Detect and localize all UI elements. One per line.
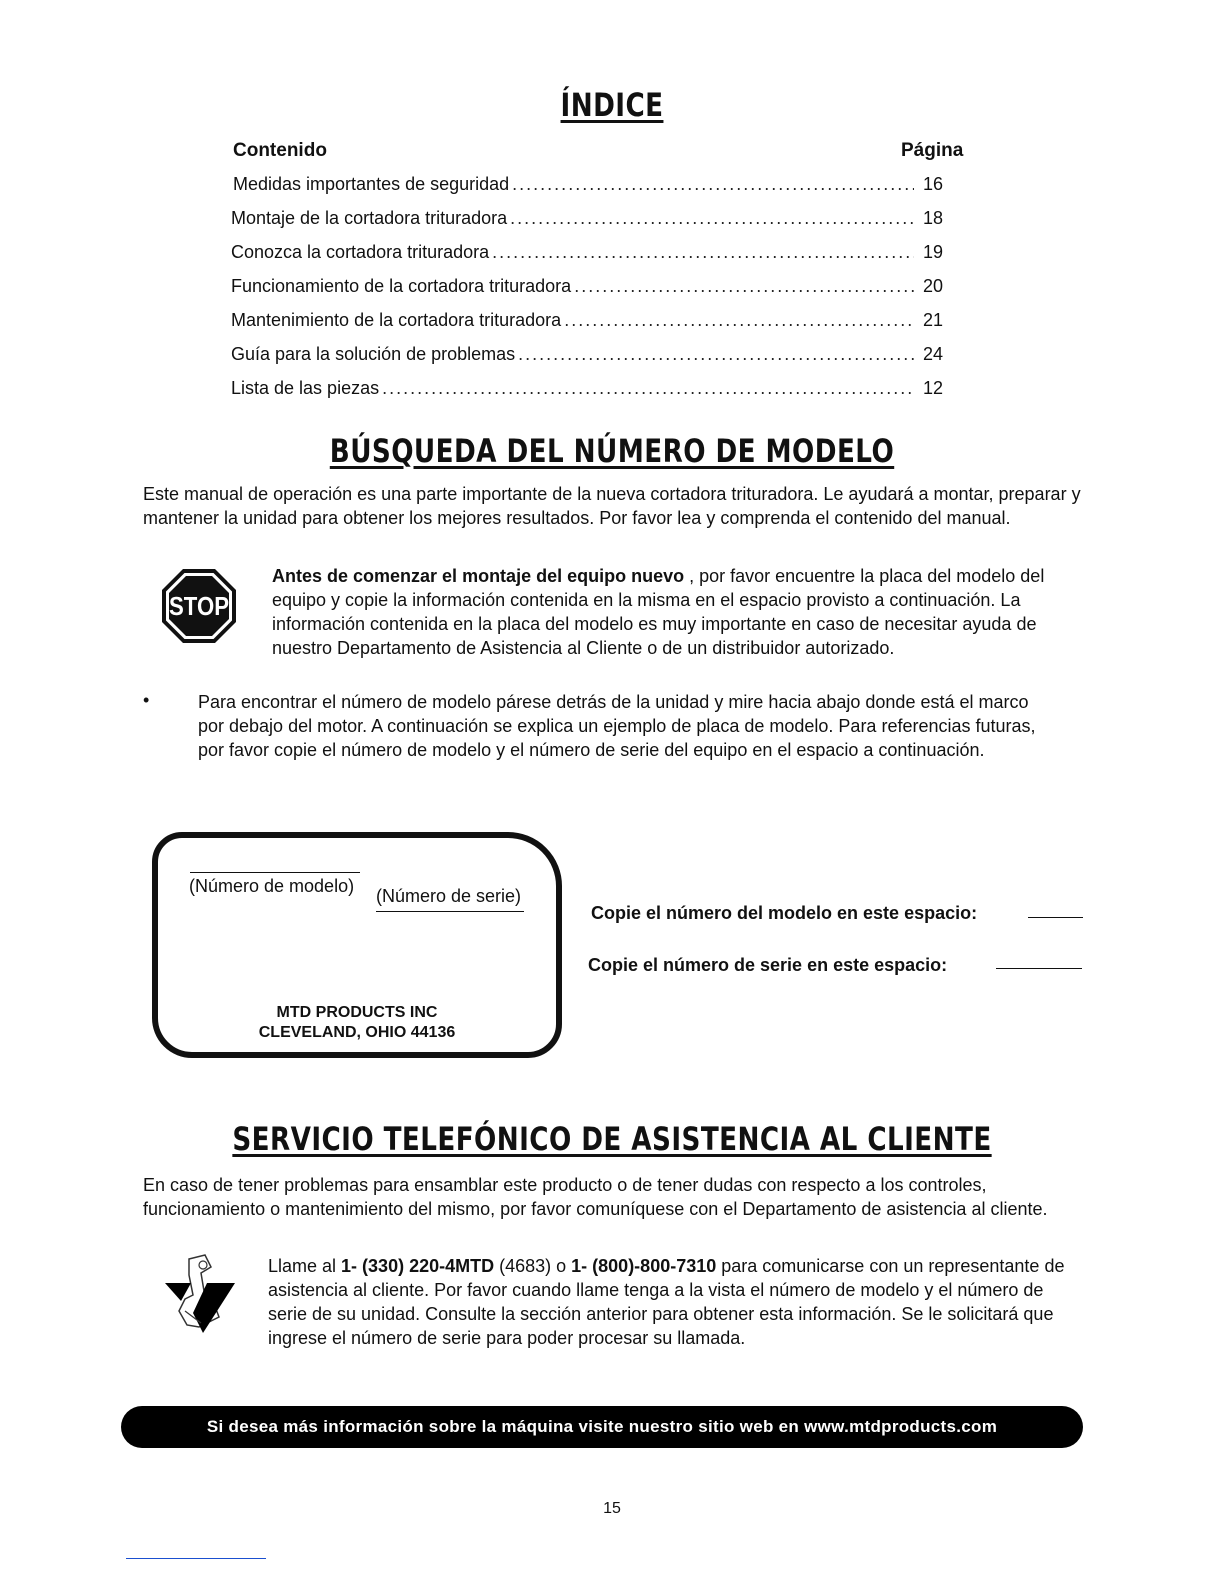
plate-company-info	[152, 1003, 562, 1043]
phone-number-2: 1- (800)-800-7310	[571, 1256, 717, 1276]
toc-leader-dots	[564, 310, 914, 331]
toc-page-header: Página	[901, 140, 964, 161]
toc-label: Mantenimiento de la cortadora trituradora	[231, 310, 562, 330]
toc-row	[231, 276, 943, 300]
toc-row	[231, 310, 943, 334]
plate-model-label: (Número de modelo)	[189, 876, 355, 896]
phone-handset-icon	[165, 1253, 237, 1337]
footer-rule	[126, 1558, 266, 1559]
toc-leader-dots	[510, 208, 914, 229]
stop-sign-icon	[161, 568, 237, 644]
plate-city: CLEVELAND, OHIO 44136	[258, 1024, 456, 1041]
toc-row	[231, 378, 943, 402]
serial-number-line	[376, 911, 524, 912]
index-title: ÍNDICE	[560, 86, 664, 124]
toc-label: Montaje de la cortadora trituradora	[231, 208, 508, 228]
plate-serial-label: (Número de serie)	[376, 886, 522, 906]
service-intro-text: En caso de tener problemas para ensamblar este producto o de tener dudas con respecto a los controles, funcionamiento o mantenimiento del mismo, por favor comuníquese con el Departamento de asistencia al cliente.	[143, 1175, 1048, 1219]
toc-leader-dots	[512, 174, 914, 195]
toc-leader-dots	[382, 378, 914, 399]
notice-bold: Antes de comenzar el montaje del equipo nuevo	[272, 566, 685, 586]
toc-row	[231, 242, 943, 266]
toc-row	[231, 344, 943, 368]
toc-page-number: 24	[922, 344, 943, 364]
toc-page-number: 12	[922, 378, 943, 398]
stop-sign-label: STOP	[169, 591, 229, 621]
toc-row	[233, 174, 943, 198]
toc-page-number: 16	[922, 174, 943, 194]
copy-model-label: Copie el número del modelo en este espacio:	[591, 903, 978, 923]
website-banner	[121, 1406, 1083, 1448]
model-intro-text: Este manual de operación es una parte importante de la nueva cortadora trituradora. Le ayudará a montar, preparar y mantener la unidad para obtener los mejores resultados. Por favor lea y comprenda el contenido del manual.	[143, 484, 1081, 528]
website-banner-text: Si desea más información sobre la máquina visite nuestro sitio web en www.mtdproducts.com	[206, 1417, 998, 1436]
page-number: 15	[603, 1500, 621, 1517]
toc-label: Conozca la cortadora trituradora	[231, 242, 490, 262]
model-number-line	[190, 872, 360, 873]
toc-page-number: 18	[922, 208, 943, 228]
toc-label: Funcionamiento de la cortadora trituradora	[231, 276, 572, 296]
plate-company: MTD PRODUCTS INC	[276, 1004, 438, 1021]
toc-label: Guía para la solución de problemas	[231, 344, 516, 364]
copy-serial-line	[996, 968, 1082, 969]
toc-page-number: 19	[922, 242, 943, 262]
bullet-marker: •	[143, 690, 150, 710]
copy-serial-label: Copie el número de serie en este espacio:	[588, 955, 948, 975]
copy-model-line	[1028, 917, 1083, 918]
toc-page-number: 21	[922, 310, 943, 330]
toc-label: Medidas importantes de seguridad	[233, 174, 510, 194]
call-prefix: Llame al	[268, 1256, 342, 1276]
toc-label: Lista de las piezas	[231, 378, 380, 398]
model-notice-text	[272, 564, 1072, 660]
call-rest: para comunicarse con un representante de asistencia al cliente. Por favor cuando llame tenga a la vista el número de modelo y el número de serie de su unidad. Consulte la sección anterior para obtener esta información. Se le solicitará que ingrese el número de serie para poder procesar su llamada.	[268, 1256, 1065, 1348]
phone-number-1: 1- (330) 220-4MTD	[341, 1256, 495, 1276]
model-section-title: BÚSQUEDA DEL NÚMERO DE MODELO	[329, 432, 895, 470]
toc-leader-dots	[492, 242, 914, 263]
notice-rest: , por favor encuentre la placa del modelo del equipo y copie la información contenida en la misma en el espacio provisto a continuación. La información contenida en la placa del modelo es muy importante en caso de necesitar ayuda de nuestro Departamento de Asistencia al Cliente o de un distribuidor autorizado.	[272, 566, 1045, 658]
toc-page-number: 20	[922, 276, 943, 296]
toc-content-header: Contenido	[233, 140, 327, 161]
phone1-extra: (4683) o	[494, 1256, 572, 1276]
service-call-text	[268, 1254, 1083, 1350]
service-section-title: SERVICIO TELEFÓNICO DE ASISTENCIA AL CLIENTE	[232, 1120, 992, 1158]
toc-leader-dots	[574, 276, 914, 297]
model-bullet-text: Para encontrar el número de modelo párese detrás de la unidad y mire hacia abajo donde está el marco por debajo del motor. A continuación se explica un ejemplo de placa de modelo. Para referencias futuras, por favor copie el número de modelo y el número de serie del equipo en el espacio a continuación.	[198, 692, 1036, 760]
toc-leader-dots	[518, 344, 914, 365]
toc-row	[231, 208, 943, 232]
